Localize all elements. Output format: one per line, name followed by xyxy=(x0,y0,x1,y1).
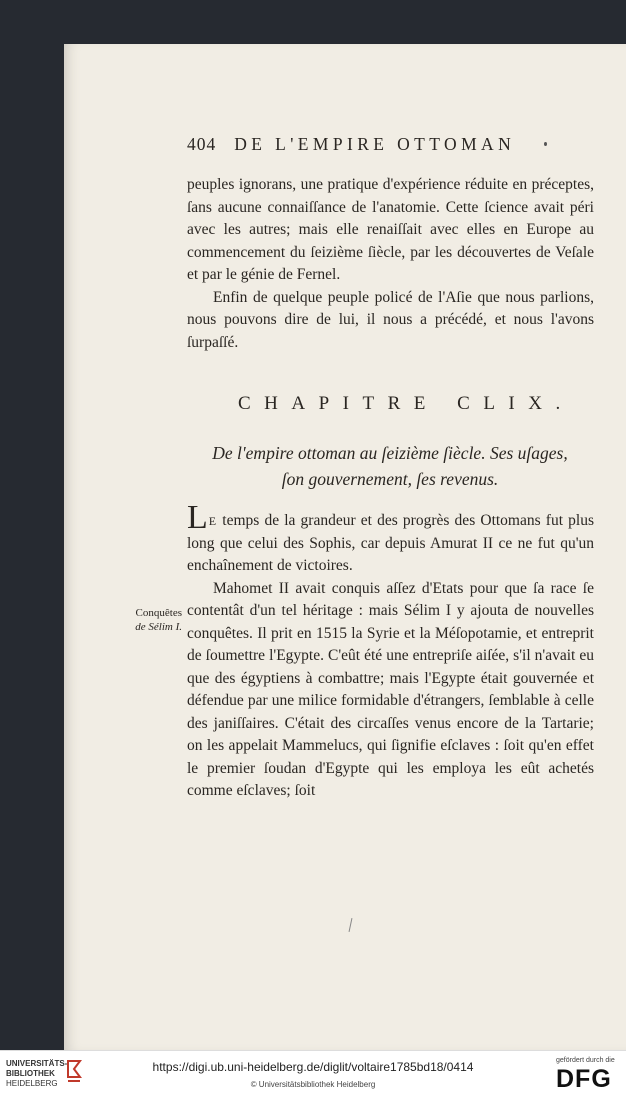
small-caps: E xyxy=(208,514,218,528)
library-name-line: UNIVERSITÄTS- xyxy=(6,1059,68,1068)
margin-note-line: Conquêtes xyxy=(135,607,182,619)
body-text-chapter xyxy=(187,499,594,803)
running-head-title: DE L'EMPIRE OTTOMAN xyxy=(234,134,516,154)
viewer-footer xyxy=(0,1050,626,1098)
copyright-text: © Universitätsbibliothek Heidelberg xyxy=(250,1080,376,1089)
margin-note-line: de Sélim I. xyxy=(135,621,182,633)
funding-label: gefördert durch die xyxy=(556,1057,615,1064)
paragraph: Enfin de quelque peuple policé de l'Aſie que nous parlions, nous pouvons dire de lui, il nous a précédé, et nous l'avons ſurpaſſé. xyxy=(187,288,594,351)
library-name-line: BIBLIOTHEK xyxy=(6,1069,55,1078)
ink-mark xyxy=(349,918,353,932)
dfg-logo[interactable]: DFG xyxy=(556,1065,612,1093)
running-head xyxy=(187,134,597,155)
margin-note xyxy=(118,606,182,634)
paragraph-text: temps de la grandeur et des progrès des Ottomans fut plus long que celui des Sophis, car depuis Amurat II ce ne fut qu'un enchaînement de victoires. xyxy=(187,512,594,574)
library-name-line: HEIDELBERG xyxy=(6,1079,58,1088)
permalink-url[interactable]: https://digi.ub.uni-heidelberg.de/diglit/voltaire1785bd18/0414 xyxy=(152,1060,474,1074)
paragraph: peuples ignorans, une pratique d'expérience réduite en préceptes, ſans aucune connaiſſance de l'anatomie. Cette ſcience avait péri avec les autres; mais elle renaiſſait avec elles en Europe au commencement du ſeizième ſiècle, par les découvertes de Veſale et par le génie de Fernel. xyxy=(187,176,594,283)
paragraph xyxy=(187,499,594,578)
chapter-heading: CHAPITRE CLIX. xyxy=(238,393,574,414)
subtitle-line: ſon gouvernement, ſes revenus. xyxy=(281,469,499,489)
body-text-top xyxy=(187,174,594,354)
page-number: 404 xyxy=(187,134,217,154)
chapter-subtitle xyxy=(160,440,620,492)
paragraph: Mahomet II avait conquis aſſez d'Etats pour que ſa race ſe contentât d'un tel héritage : mais Sélim I y ajouta de nouvelles conquêtes. Il prit en 1515 la Syrie et la Méſopotamie, et entreprit de ſoumettre l'Egypte. C'eût été une entrepriſe aiſée, s'il n'avait eu que des égyptiens à combattre; mais l'Egypte était gouvernée et défendue par une milice formidable d'étrangers, ſemblable à celle des janiſſaires. C'était des circaſſes venus encore de la Tartarie; on les appelait Mammelucs, qui ſignifie eſclaves : ſoit qu'en effet le premier ſoudan d'Egypte qui les employa les eût achetés comme eſclaves; ſoit xyxy=(187,579,594,799)
drop-cap: L xyxy=(187,499,209,536)
subtitle-line: De l'empire ottoman au ſeizième ſiècle. Ses uſages, xyxy=(212,443,568,463)
